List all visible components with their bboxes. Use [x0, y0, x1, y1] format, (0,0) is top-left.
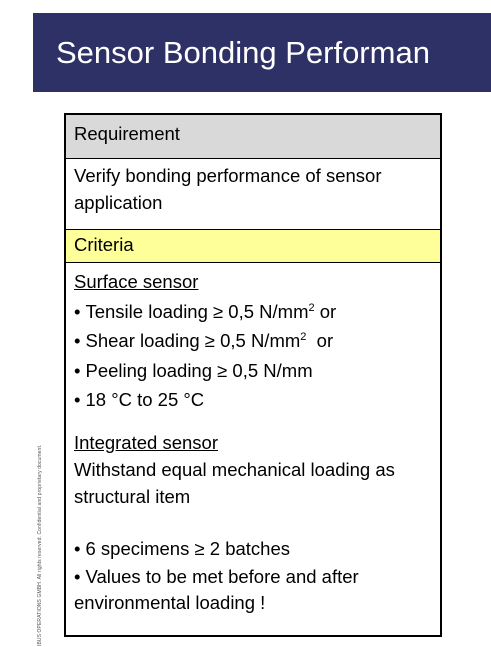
requirement-header-cell [66, 115, 440, 159]
superscript: 2 [300, 330, 307, 343]
integrated-sensor-text: Withstand equal mechanical loading as structural item [74, 459, 395, 507]
title-bar [33, 13, 491, 92]
bullet-icon: • [74, 300, 81, 322]
surface-sensor-heading: Surface sensor [74, 271, 199, 292]
bullet-icon: • [74, 330, 81, 351]
list-item-text: 18 °C to 25 °C [85, 389, 205, 410]
slide-title: Sensor Bonding Performan [56, 35, 430, 70]
criteria-content-cell [66, 263, 440, 635]
bullet-icon: • [74, 359, 81, 381]
superscript: 2 [308, 301, 315, 314]
list-item [74, 385, 440, 415]
list-item-text: Tensile loading ≥ 0,5 N/mm [85, 300, 309, 322]
requirement-text-cell [66, 159, 440, 230]
list-item [74, 326, 440, 356]
list-item [74, 297, 440, 327]
list-item-text: Shear loading ≥ 0,5 N/mm [85, 330, 301, 351]
confidentiality-note: IBUS OPERATIONS GMBH. All rights reserved. Confidential and proprietary document. [37, 444, 43, 646]
criteria-header-cell [66, 230, 440, 263]
bullet-icon: • [74, 538, 81, 559]
criteria-heading: Criteria [74, 234, 134, 255]
requirement-heading: Requirement [74, 123, 180, 144]
list-item-suffix: or [306, 330, 334, 351]
list-item [74, 534, 440, 564]
bullet-icon: • [74, 565, 81, 587]
requirement-text: Verify bonding performance of sensor application [74, 165, 382, 213]
integrated-sensor-heading: Integrated sensor [74, 431, 218, 453]
list-item-text: Peeling loading ≥ 0,5 N/mm [85, 359, 313, 381]
list-item [74, 356, 440, 386]
list-item [74, 564, 440, 617]
bullet-icon: • [74, 389, 81, 410]
list-item-text: 6 specimens ≥ 2 batches [85, 538, 290, 559]
requirements-table [64, 113, 442, 637]
list-item-text: Values to be met before and after environmental loading ! [74, 565, 359, 613]
list-item-suffix: or [314, 300, 337, 322]
